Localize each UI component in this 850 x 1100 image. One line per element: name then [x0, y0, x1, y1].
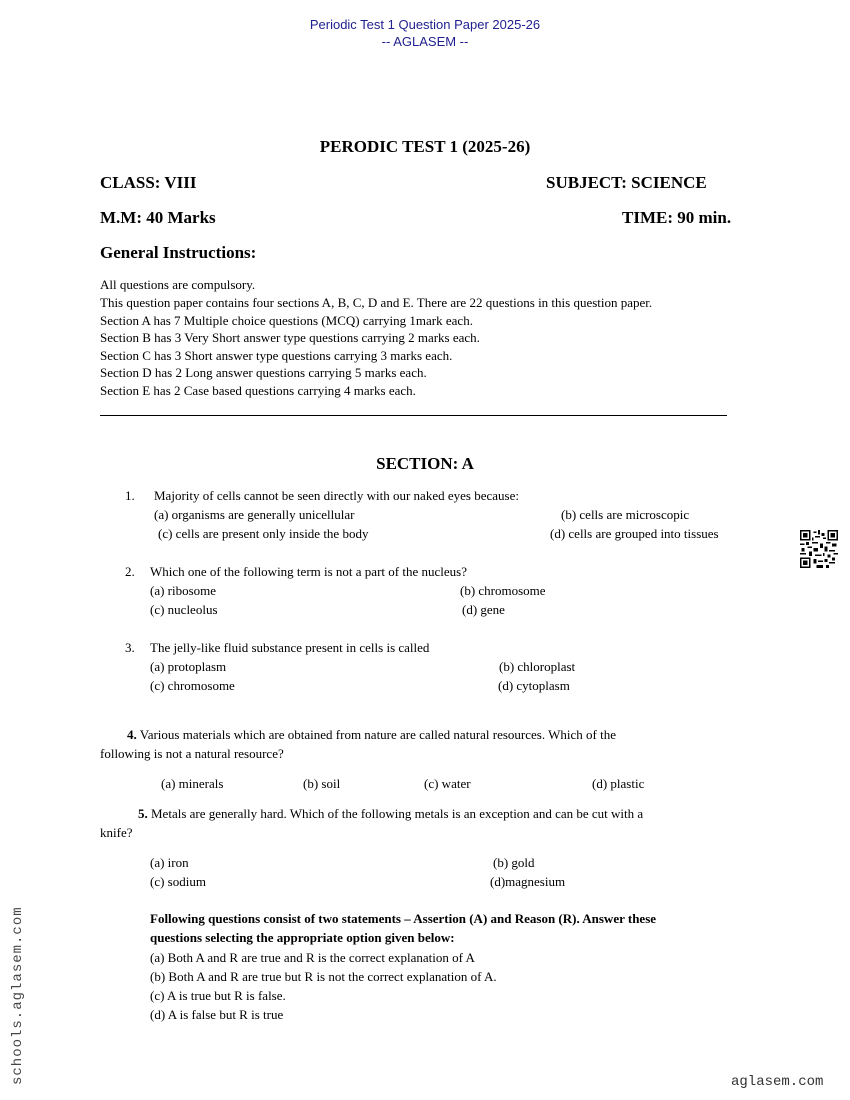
question-text: Majority of cells cannot be seen directly with our naked eyes because:: [154, 488, 519, 503]
instruction-line: Section B has 3 Very Short answer type questions carrying 2 marks each.: [100, 330, 480, 345]
question-text: Various materials which are obtained from nature are called natural resources. Which of the: [136, 727, 616, 742]
option: (a) minerals: [161, 776, 224, 791]
option: (a) ribosome: [150, 583, 217, 598]
question-number: 2.: [125, 564, 135, 579]
option: (d) cytoplasm: [498, 678, 570, 693]
marks-label: M.M: 40 Marks: [100, 208, 216, 227]
question-text-continued: following is not a natural resource?: [100, 746, 284, 761]
option: (d) gene: [462, 602, 505, 617]
option: (b) cells are microscopic: [561, 507, 690, 522]
option: (c) nucleolus: [150, 602, 218, 617]
option: (b) chromosome: [460, 583, 546, 598]
option: (b) soil: [303, 776, 341, 791]
option: (d) cells are grouped into tissues: [550, 526, 719, 541]
option: (a) iron: [150, 855, 189, 870]
instruction-line: Section E has 2 Case based questions carrying 4 marks each.: [100, 383, 416, 398]
instruction-line: Section D has 2 Long answer questions carrying 5 marks each.: [100, 365, 427, 380]
subject-label: SUBJECT: SCIENCE: [546, 173, 707, 192]
assertion-option: (d) A is false but R is true: [150, 1007, 284, 1022]
option: (d) plastic: [592, 776, 645, 791]
divider: [100, 415, 727, 416]
question-text: The jelly-like fluid substance present in cells is called: [150, 640, 430, 655]
question-line: [138, 805, 643, 823]
header-subtitle: -- AGLASEM --: [381, 34, 469, 49]
instruction-line: Section A has 7 Multiple choice questions (MCQ) carrying 1mark each.: [100, 313, 473, 328]
question-text: Which one of the following term is not a part of the nucleus?: [150, 564, 467, 579]
assertion-intro: questions selecting the appropriate option given below:: [150, 930, 455, 945]
paper-title: PERODIC TEST 1 (2025-26): [319, 137, 531, 156]
assertion-option: (a) Both A and R are true and R is the correct explanation of A: [150, 950, 475, 965]
option: (a) organisms are generally unicellular: [154, 507, 355, 522]
option: (b) chloroplast: [499, 659, 576, 674]
option: (c) cells are present only inside the body: [158, 526, 369, 541]
assertion-option: (b) Both A and R are true but R is not the correct explanation of A.: [150, 969, 497, 984]
instruction-line: This question paper contains four sections A, B, C, D and E. There are 22 questions in this question paper.: [100, 295, 653, 310]
assertion-option: (c) A is true but R is false.: [150, 988, 286, 1003]
question-number: 5.: [138, 806, 148, 821]
instruction-line: Section C has 3 Short answer type questions carrying 3 marks each.: [100, 348, 453, 363]
instructions-heading: General Instructions:: [100, 243, 257, 262]
option: (d)magnesium: [490, 874, 566, 889]
question-line: [127, 726, 616, 744]
class-label: CLASS: VIII: [100, 173, 197, 192]
section-heading: SECTION: A: [376, 454, 474, 473]
time-label: TIME: 90 min.: [622, 208, 732, 227]
question-number: 4.: [127, 727, 137, 742]
option: (c) water: [424, 776, 471, 791]
assertion-intro: Following questions consist of two statements – Assertion (A) and Reason (R). Answer these: [150, 911, 657, 926]
option: (c) chromosome: [150, 678, 235, 693]
qr-code-icon: [800, 530, 838, 568]
option: (b) gold: [493, 855, 535, 870]
instruction-line: All questions are compulsory.: [100, 277, 256, 292]
footer-watermark: aglasem.com: [731, 1074, 824, 1090]
question-number: 3.: [125, 640, 135, 655]
question-text-continued: knife?: [100, 825, 133, 840]
option: (c) sodium: [150, 874, 206, 889]
question-number: 1.: [125, 488, 135, 503]
side-watermark: schools.aglasem.com: [10, 906, 26, 1085]
question-text: Metals are generally hard. Which of the following metals is an exception and can be cut with a: [147, 806, 644, 821]
header-title: Periodic Test 1 Question Paper 2025-26: [309, 17, 541, 32]
option: (a) protoplasm: [150, 659, 227, 674]
